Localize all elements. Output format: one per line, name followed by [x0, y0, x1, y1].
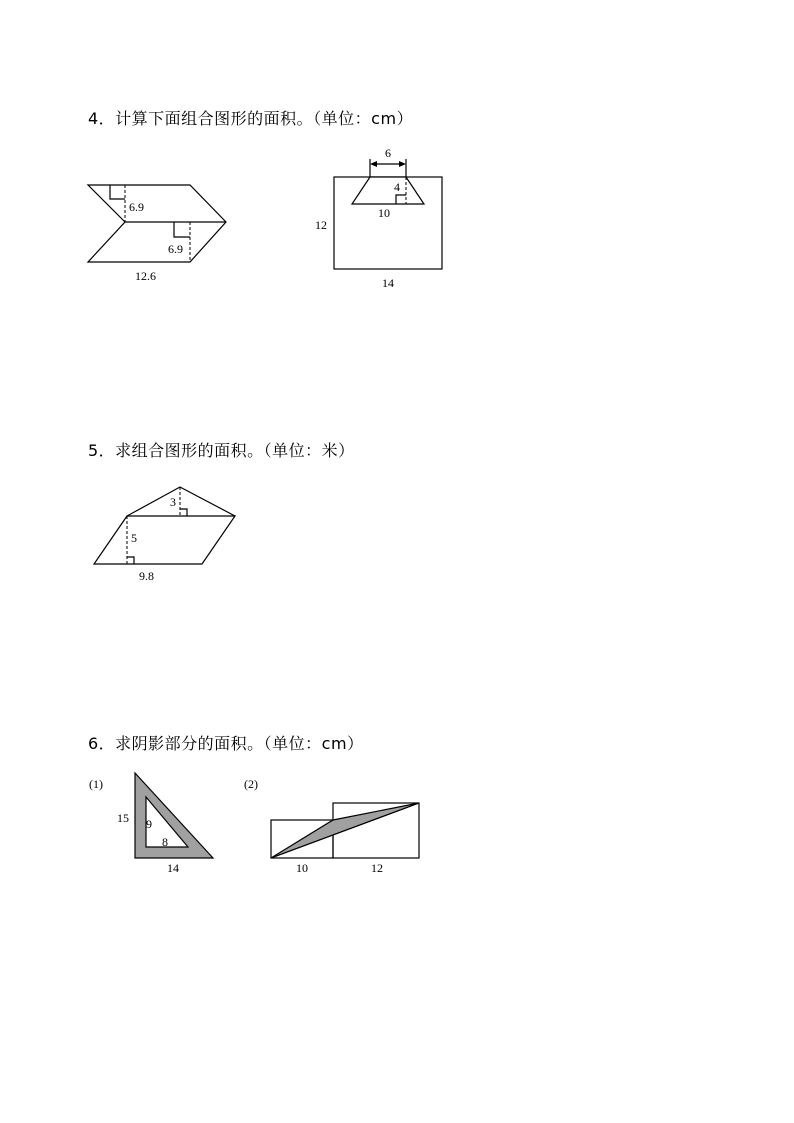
q5-figure	[94, 487, 235, 583]
q4a-right-angle-bottom	[174, 222, 190, 237]
q6-part2-label: (2)	[244, 777, 258, 791]
q4a-outline	[88, 185, 226, 262]
q6-part1-figure	[89, 773, 213, 875]
q4a-label-height-bottom: 6.9	[168, 242, 183, 256]
q6p2-label-big: 12	[371, 861, 383, 875]
question-4-title: 4．计算下面组合图形的面积。（单位：cm）	[88, 109, 414, 128]
q4b-label-top: 6	[385, 146, 391, 160]
q4b-label-trap-height: 4	[394, 180, 400, 194]
q4b-label-rect-width: 14	[382, 276, 394, 290]
q6p1-label-outer-leg: 15	[117, 811, 129, 825]
q5-right-angle-top	[180, 509, 187, 516]
q4a-label-base: 12.6	[135, 269, 156, 283]
q5-parallelogram	[94, 516, 235, 564]
q4b-label-trap-bottom: 10	[378, 206, 390, 220]
q4a-right-angle-top	[110, 185, 125, 199]
q6p1-label-inner-base: 8	[162, 835, 168, 849]
q4b-arrow-left-head	[370, 161, 377, 167]
q4-figure-b	[315, 146, 442, 290]
q5-label-tri-height: 3	[170, 495, 176, 509]
q6p2-diagonal	[271, 803, 419, 858]
q6-part2-figure	[244, 777, 419, 875]
q4a-label-height-top: 6.9	[129, 200, 144, 214]
question-5-title: 5．求组合图形的面积。（单位：米）	[88, 441, 355, 460]
q4b-label-rect-height: 12	[315, 218, 327, 232]
q4b-arrow-right-head	[399, 161, 406, 167]
question-6-title: 6．求阴影部分的面积。（单位：cm）	[88, 734, 364, 753]
q6p1-label-outer-base: 14	[167, 861, 179, 875]
q5-right-angle-bottom	[127, 557, 134, 564]
q4-figure-a	[88, 185, 226, 283]
q6-part1-label: (1)	[89, 777, 103, 791]
q5-triangle	[127, 487, 235, 516]
q6p1-label-inner-leg: 9	[146, 817, 152, 831]
q5-label-base: 9.8	[139, 569, 154, 583]
q5-label-para-height: 5	[131, 531, 137, 545]
q6p2-label-small: 10	[296, 861, 308, 875]
q4b-trapezoid	[352, 177, 424, 204]
